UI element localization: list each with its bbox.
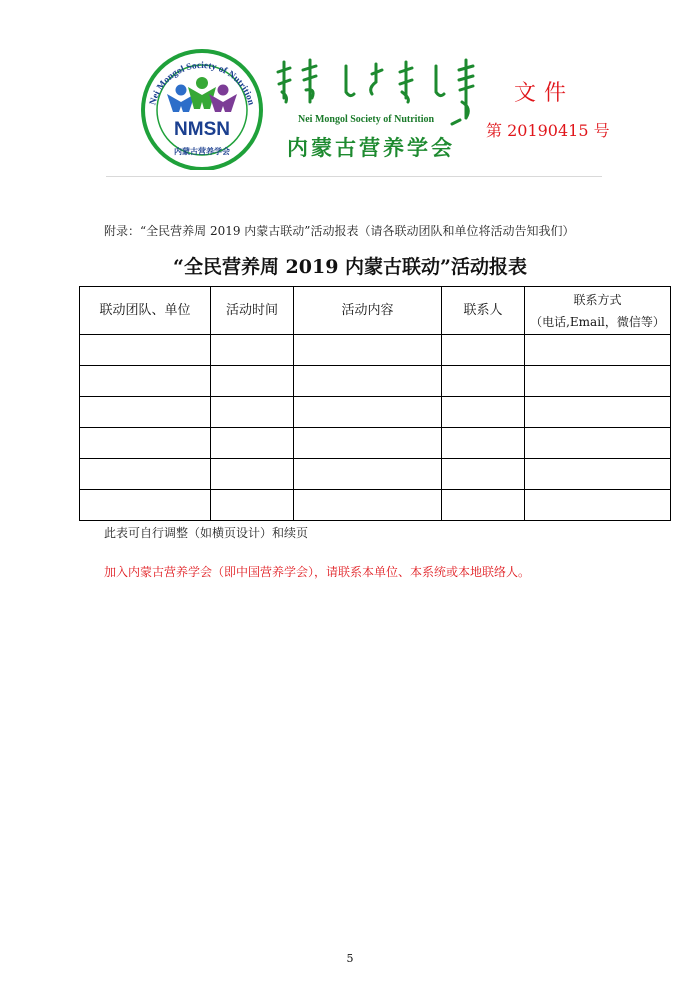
activity-report-table bbox=[79, 286, 671, 521]
header-activity-time: 活动时间 bbox=[211, 287, 294, 335]
table-cell[interactable] bbox=[442, 366, 525, 397]
table-cell[interactable] bbox=[442, 490, 525, 521]
table-cell[interactable] bbox=[80, 335, 211, 366]
table-cell[interactable] bbox=[294, 366, 442, 397]
table-cell[interactable] bbox=[442, 335, 525, 366]
table-cell[interactable] bbox=[525, 459, 671, 490]
table-cell[interactable] bbox=[211, 428, 294, 459]
svg-text:Nei Mongol Society of Nutritio: Nei Mongol Society of Nutrition bbox=[148, 60, 256, 107]
header-contact-person: 联系人 bbox=[442, 287, 525, 335]
table-cell[interactable] bbox=[80, 459, 211, 490]
table-cell[interactable] bbox=[211, 490, 294, 521]
table-cell[interactable] bbox=[294, 428, 442, 459]
org-name-english: Nei Mongol Society of Nutrition bbox=[298, 114, 435, 125]
table-cell[interactable] bbox=[442, 397, 525, 428]
join-notice: 加入内蒙古营养学会（即中国营养学会），请联系本单位、本系统或本地联络人。 bbox=[104, 565, 531, 579]
table-cell[interactable] bbox=[294, 490, 442, 521]
table-cell[interactable] bbox=[211, 459, 294, 490]
table-cell[interactable] bbox=[80, 490, 211, 521]
document-number: 第 20190415 号 bbox=[486, 121, 610, 140]
table-cell[interactable] bbox=[211, 335, 294, 366]
document-label: 文件 bbox=[514, 81, 575, 106]
table-row bbox=[80, 428, 671, 459]
table-cell[interactable] bbox=[80, 366, 211, 397]
header-team-unit: 联动团队、单位 bbox=[80, 287, 211, 335]
org-name-chinese: 内蒙古营养学会 bbox=[287, 135, 455, 160]
appendix-line: 附录：“全民营养周 2019 内蒙古联动”活动报表（请各联动团队和单位将活动告知我们） bbox=[104, 224, 575, 238]
table-row bbox=[80, 397, 671, 428]
table-cell[interactable] bbox=[294, 397, 442, 428]
table-cell[interactable] bbox=[442, 459, 525, 490]
table-header-row bbox=[80, 287, 671, 335]
form-title: “全民营养周 2019 内蒙古联动”活动报表 bbox=[173, 256, 527, 278]
header-contact-method bbox=[525, 287, 671, 335]
page-number: 5 bbox=[346, 952, 354, 965]
table-cell[interactable] bbox=[211, 397, 294, 428]
header-contact-method-note: （电话,Email，微信等） bbox=[530, 314, 665, 329]
table-cell[interactable] bbox=[525, 335, 671, 366]
svg-text:NMSN: NMSN bbox=[174, 119, 230, 140]
nmsn-logo bbox=[137, 46, 267, 170]
table-cell[interactable] bbox=[442, 428, 525, 459]
header-contact-method-label: 联系方式 bbox=[573, 292, 622, 307]
table-cell[interactable] bbox=[294, 335, 442, 366]
table-cell[interactable] bbox=[525, 397, 671, 428]
table-cell[interactable] bbox=[80, 397, 211, 428]
header-divider bbox=[106, 176, 602, 177]
table-cell[interactable] bbox=[294, 459, 442, 490]
svg-text:内蒙古营养学会: 内蒙古营养学会 bbox=[174, 147, 230, 156]
table-row bbox=[80, 490, 671, 521]
header-activity-content: 活动内容 bbox=[294, 287, 442, 335]
table-note: 此表可自行调整（如横页设计）和续页 bbox=[104, 526, 309, 540]
table-row bbox=[80, 335, 671, 366]
table-cell[interactable] bbox=[211, 366, 294, 397]
table-cell[interactable] bbox=[525, 366, 671, 397]
table-cell[interactable] bbox=[525, 428, 671, 459]
table-cell[interactable] bbox=[80, 428, 211, 459]
table-cell[interactable] bbox=[525, 490, 671, 521]
table-row bbox=[80, 366, 671, 397]
table-row bbox=[80, 459, 671, 490]
